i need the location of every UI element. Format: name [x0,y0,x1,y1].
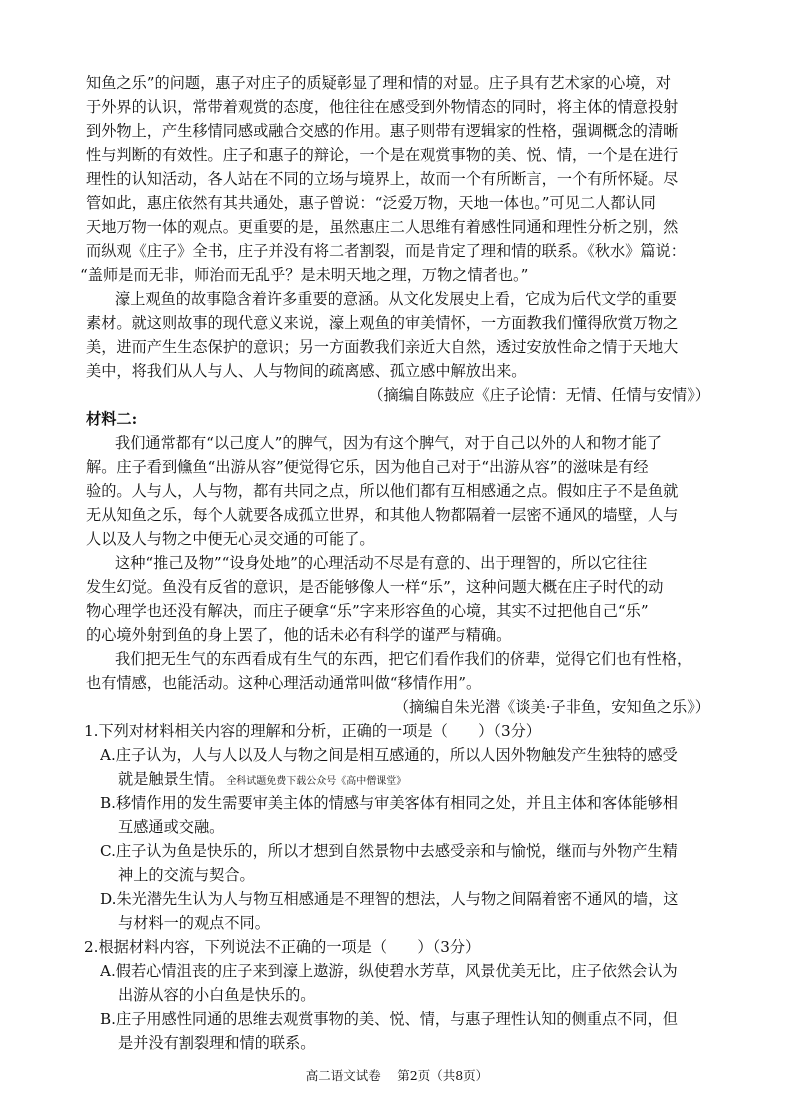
text-line: 的心境外射到鱼的身上罢了，他的话未必有科学的谨严与精确。 [86,626,512,644]
text-line: 素材。就这则故事的现代意义来说，濠上观鱼的审美情怀，一方面教我们懂得欣赏万物之 [86,314,679,332]
text-line: 也有情感，也能活动。这种心理活动通常叫做“移情作用”。 [86,674,482,692]
text-line: 天地万物一体的观点。更重要的是，虽然惠庄二人思维有着感性同通和理性分析之别，然 [86,218,679,236]
page-footer: 高二语文试卷 第2页（共8页） [305,1068,489,1083]
text-line: 美，进而产生生态保护的意识；另一方面教我们亲近大自然，透过安放性命之情于天地大 [86,338,679,356]
question-2-stem: 2.根据材料内容，下列说法不正确的一项是（ ）（3分） [84,938,481,956]
q1-option-d-cont: 与材料一的观点不同。 [118,914,270,932]
text-line: “盖师是而无非，师治而无乱乎？是未明天地之理，万物之情者也。” [80,266,529,284]
watermark-note: 全科试题免费下载公众号《高中僧课堂》 [226,776,407,787]
source-citation: （摘编自朱光潜《谈美·子非鱼，安知鱼之乐》） [393,698,710,716]
text-line: 知鱼之乐”的问题，惠子对庄子的质疑彰显了理和情的对显。庄子具有艺术家的心境，对 [86,74,671,92]
text-line: 我们通常都有“以己度人”的脾气，因为有这个脾气，对于自己以外的人和物才能了 [115,434,663,452]
q2-option-a-cont: 出游从容的小白鱼是快乐的。 [118,986,316,1004]
text-line: 发生幻觉。鱼没有反省的意识，是否能够像人一样“乐”，这种问题大概在庄子时代的动 [86,578,664,596]
text-line: 美中，将我们从人与人、人与物间的疏离感、孤立感中解放出来。 [86,362,527,380]
text-line: 管如此，惠庄依然有其共通处，惠子曾说：“泛爱万物，天地一体也。”可见二人都认同 [86,194,656,212]
text-line: 无从知鱼之乐，每个人就要各成孤立世界，和其他人物都隔着一层密不通风的墙壁，人与 [86,506,679,524]
section-heading: 材料二: [86,410,138,428]
q2-option-b-cont: 是并没有割裂理和情的联系。 [118,1034,316,1052]
text-line: 验的。人与人，人与物，都有共同之点，所以他们都有互相感通之点。假如庄子不是鱼就 [86,482,679,500]
q1-option-a: A.庄子认为，人与人以及人与物之间是相互感通的，所以人因外物触发产生独特的感受 [100,746,678,764]
text-line: 而纵观《庄子》全书，庄子并没有将二者割裂，而是肯定了理和情的联系。《秋水》篇说： [86,242,686,260]
q2-option-a: A.假若心情沮丧的庄子来到濠上遨游，纵使碧水芳草，风景优美无比，庄子依然会认为 [100,962,678,980]
q1-option-d: D.朱光潜先生认为人与物互相感通是不理智的想法，人与物之间隔着密不通风的墙，这 [100,890,679,908]
question-1-stem: 1.下列对材料相关内容的理解和分析，正确的一项是（ ）（3分） [84,722,541,740]
q1-option-c-cont: 神上的交流与契合。 [118,866,255,884]
text-line: 我们把无生气的东西看成有生气的东西，把它们看作我们的侪辈，觉得它们也有性格， [115,650,693,668]
text-line: 理性的认知活动，各人站在不同的立场与境界上，故而一个有所断言，一个有所怀疑。尽 [86,170,679,188]
q1-option-a-text: 就是触景生情。 [118,770,225,788]
source-citation: （摘编自陈鼓应《庄子论情：无情、任情与安情》） [368,386,710,404]
q1-option-c: C.庄子认为鱼是快乐的，所以才想到自然景物中去感受亲和与愉悦，继而与外物产生精 [100,842,678,860]
text-line: 物心理学也还没有解决，而庄子硬拿“乐”字来形容鱼的心境，其实不过把他自己“乐” [86,602,649,620]
q1-option-b-cont: 互感通或交融。 [118,818,225,836]
text-line: 解。庄子看到儵鱼“出游从容”便觉得它乐，因为他自己对于“出游从容”的滋味是有经 [86,458,649,476]
text-line: 人以及人与物之中便无心灵交通的可能了。 [86,530,375,548]
text-line: 到外物上，产生移情同感或融合交感的作用。惠子则带有逻辑家的性格，强调概念的清晰 [86,122,679,140]
q1-option-b: B.移情作用的发生需要审美主体的情感与审美客体有相同之处，并且主体和客体能够相 [100,794,678,812]
q2-option-b: B.庄子用感性同通的思维去观赏事物的美、悦、情，与惠子理性认知的侧重点不同，但 [100,1010,678,1028]
text-line: 于外界的认识，常带着观赏的态度，他往往在感受到外物情态的同时，将主体的情意投射 [86,98,679,116]
text-line: 这种“推己及物”“设身处地”的心理活动不尽是有意的、出于理智的，所以它往往 [115,554,648,572]
text-line: 性与判断的有效性。庄子和惠子的辩论，一个是在观赏事物的美、悦、情，一个是在进行 [86,146,679,164]
q1-option-a-cont [118,769,712,792]
text-line: 濠上观鱼的故事隐含着许多重要的意涵。从文化发展史上看，它成为后代文学的重要 [115,290,677,308]
